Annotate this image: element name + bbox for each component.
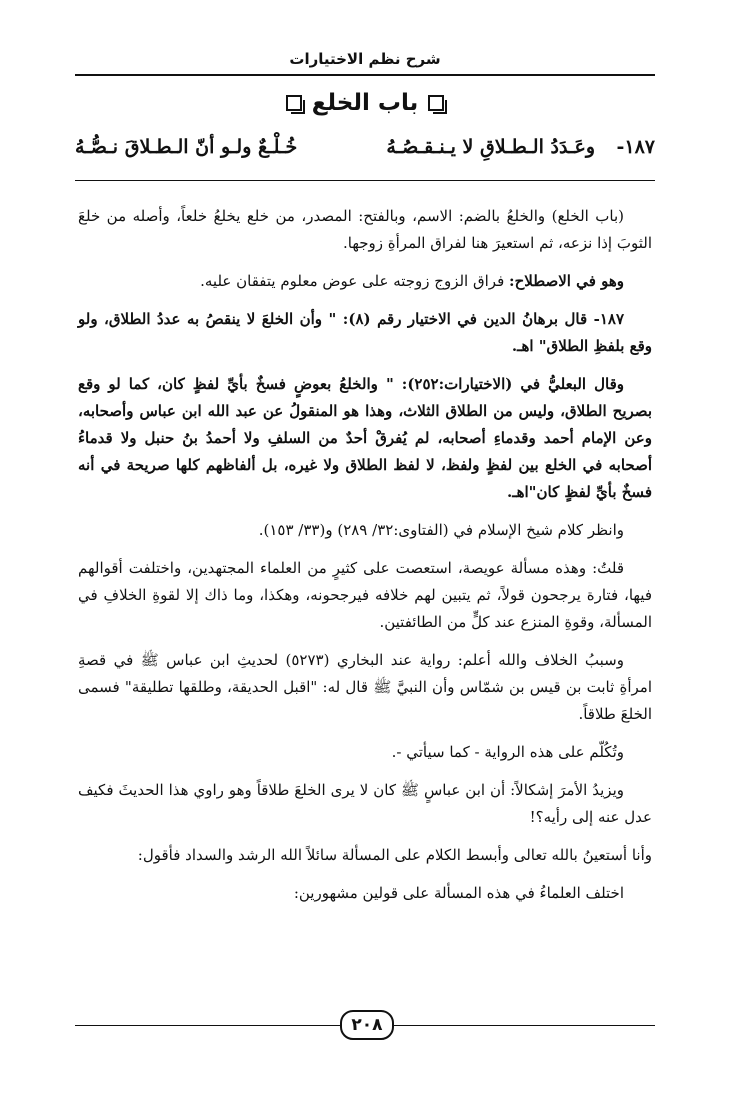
verse-line — [75, 136, 655, 176]
page-number: ٢٠٨ — [340, 1010, 394, 1040]
running-header: شرح نظم الاختيارات — [289, 50, 441, 68]
header-rule — [75, 74, 655, 76]
paragraph: وهو في الاصطلاح: فراق الزوج زوجته على عوض معلوم يتفقان عليه. — [200, 272, 624, 290]
paragraph: وانظر كلام شيخ الإسلام في (الفتاوى:٣٢/ ٢٨٩) و(٣٣/ ١٥٣). — [258, 521, 624, 539]
paragraph: وتُكُلّم على هذه الرواية - كما سيأتي -. — [391, 743, 624, 761]
paragraph: (باب الخلع) والخلعُ بالضم: الاسم، وبالفتح: المصدر، من خلع يخلعُ خلعاً، وأصله من خلعَ الثوبَ إذا نزعه، ثم استعيرَ هنا لفراق المرأةِ زوجها. — [78, 207, 652, 252]
verse-hemistich-first: وعَـدَدُ الـطـلاقِ لا يـنـقـصُـهُ — [386, 136, 595, 158]
paragraph: ١٨٧- قال برهانُ الدين في الاختيار رقم (٨): " وأن الخلعَ لا ينقصُ به عددُ الطلاق، ولو وقع بلفظِ الطلاق" اهـ. — [78, 310, 652, 355]
body-text — [78, 203, 652, 918]
chapter-heading — [0, 90, 730, 116]
paragraph: ويزيدُ الأمرَ إشكالاً: أن ابن عباسٍ ﷺ كان لا يرى الخلعَ طلاقاً وهو راوي هذا الحديثَ فكيف عدل عنه إلى رأيه؟! — [78, 781, 652, 826]
footer-rule-right — [385, 1025, 655, 1026]
paragraph: قلتُ: وهذه مسألة عويصة، استعصت على كثيرٍ من العلماء المجتهدين، واختلفت أقوالهم فيها، فتارة يرجحون قولاً، ثم يتبين لهم خلافه فيرجحونه، وهكذا، وما ذاك إلا لقوةِ الخلافِ في المسألة، وقوةِ المنزع عند كلٍّ من الطائفتين. — [78, 559, 652, 631]
paragraph: وقال البعليُّ في (الاختيارات:٢٥٢): " والخلعُ بعوضٍ فسخٌ بأيِّ لفظٍ كان، كما لو وقع بصريح الطلاق، وليس من الطلاق الثلاث، وهذا هو المنقولُ عن عبد الله ابن عباس وأصحابه، وعن الإمام أحمد وقدماءِ أصحابه، لم يُفرقْ أحدٌ من السلفِ ولا أحمدُ بنُ حنبل ولا قدماءُ أصحابه في الخلع بين لفظٍ ولفظ، لا لفظ الطلاق ولا غيره، بل ألفاظهم كلها صريحة في أنه فسخٌ بأيِّ لفظٍ كان"اهـ. — [78, 375, 652, 501]
verse-hemistich-second: خُـلْـعٌ ولـو أنّ الـطـلاقَ نـصُّـهُ — [75, 136, 298, 158]
square-bullet-icon — [286, 95, 302, 111]
square-bullet-icon — [428, 95, 444, 111]
paragraph: وأنا أستعينُ بالله تعالى وأبسط الكلام على المسألة سائلاً الله الرشد والسداد فأقول: — [137, 846, 652, 864]
verse-number: ١٨٧- — [616, 136, 655, 158]
chapter-title: باب الخلع — [311, 90, 419, 116]
paragraph: اختلف العلماءُ في هذه المسألة على قولين مشهورين: — [293, 884, 624, 902]
verse-rule — [75, 180, 655, 181]
paragraph: وسببُ الخلاف والله أعلم: رواية عند البخاري (٥٢٧٣) لحديثِ ابن عباس ﷺ في قصةِ امرأةِ ثابت بن قيس بن شمّاس وأن النبيَّ ﷺ قال له: "اقبل الحديقة، وطلقها تطليقة" فسمى الخلعَ طلاقاً. — [78, 651, 652, 723]
footer-rule-left — [75, 1025, 345, 1026]
